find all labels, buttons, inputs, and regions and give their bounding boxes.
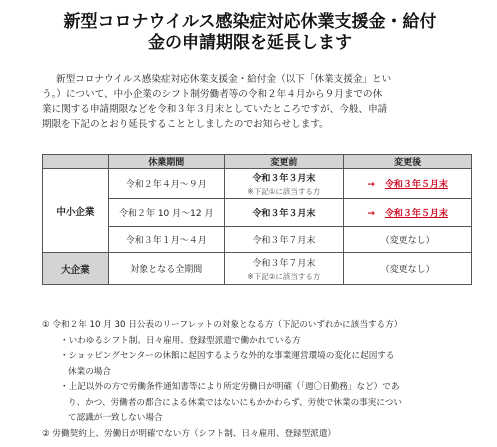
note-bullet-cont: て認識が一致しない場合 xyxy=(68,413,163,423)
after-cell xyxy=(344,199,472,227)
table-row xyxy=(43,253,472,285)
arrow-right-icon: → xyxy=(367,209,375,219)
after-value: 令和３年５月末 xyxy=(384,209,448,219)
category-large: 大企業 xyxy=(43,253,109,285)
after-cell xyxy=(344,169,472,199)
note-bullet: ・ショッピングセンターの休館に起因するような外的な事業運営環境の変化に起因する xyxy=(60,351,395,361)
title-line-1: 新型コロナウイルス感染症対応休業支援金・給付 xyxy=(63,12,437,32)
note-bullet: ・上記以外の方で労働条件通知書等により所定労働日が明確（「週〇日勤務」など）であ xyxy=(60,382,400,392)
header-empty xyxy=(43,155,109,169)
title-line-2: 金の申請期限を延長します xyxy=(148,33,352,53)
period-cell: 対象となる全期間 xyxy=(108,253,224,285)
before-cell xyxy=(224,253,344,285)
before-value: 令和３年３月末 xyxy=(252,209,316,219)
header-after: 変更後 xyxy=(344,155,472,169)
header-period: 休業期間 xyxy=(108,155,224,169)
category-sme: 中小企業 xyxy=(43,169,109,253)
header-before: 変更前 xyxy=(224,155,344,169)
note-bullet: ・いわゆるシフト制、日々雇用、登録型派遣で働かれている方 xyxy=(60,335,301,346)
page-title xyxy=(30,12,470,54)
intro-paragraph xyxy=(42,72,472,132)
intro-line: 期限を下記のとおり延長することとしましたのでお知らせします。 xyxy=(42,119,329,130)
intro-line: う。）について、中小企業のシフト制労働者等の令和２年４月から９月までの休 xyxy=(42,89,383,100)
before-value: 令和３年７月末 xyxy=(252,258,316,269)
intro-line: 新型コロナウイルス感染症対応休業支援金・給付金（以下「休業支援金」とい xyxy=(56,74,392,85)
before-cell xyxy=(224,169,344,199)
before-cell: 令和３年７月末 xyxy=(224,227,344,253)
after-cell: （変更なし） xyxy=(344,227,472,253)
before-note: ※下記②に該当する方 xyxy=(247,271,321,281)
note-bullet-cont: り、かつ、労働者の都合による休業ではないにもかかわらず、労使で休業の事実につい xyxy=(68,397,402,408)
note-bullet-cont: 休業の場合 xyxy=(68,366,111,377)
before-value: 令和３年３月末 xyxy=(252,173,316,184)
period-cell: 令和２年 10 月～12 月 xyxy=(108,199,224,227)
table-row xyxy=(43,169,472,199)
before-cell xyxy=(224,199,344,227)
period-cell: 令和３年１月～４月 xyxy=(108,227,224,253)
intro-line: 業に関する申請期限などを令和３年３月末としていたところですが、今般、申請 xyxy=(42,104,388,115)
table-header-row xyxy=(43,155,472,169)
deadline-table xyxy=(42,154,472,285)
period-cell: 令和２年４月～９月 xyxy=(108,169,224,199)
arrow-right-icon: → xyxy=(367,180,375,190)
before-note: ※下記①に該当する方 xyxy=(247,186,321,196)
note-1: ① 令和２年 10 月 30 日公表のリーフレットの対象となる方（下記のいずれかに該当する方） xyxy=(42,320,403,330)
note-2: ② 労働契約上、労働日が明確でない方（シフト制、日々雇用、登録型派遣） xyxy=(42,428,337,439)
after-cell: （変更なし） xyxy=(344,253,472,285)
notes-section xyxy=(42,318,482,442)
after-value: 令和３年５月末 xyxy=(384,180,448,190)
